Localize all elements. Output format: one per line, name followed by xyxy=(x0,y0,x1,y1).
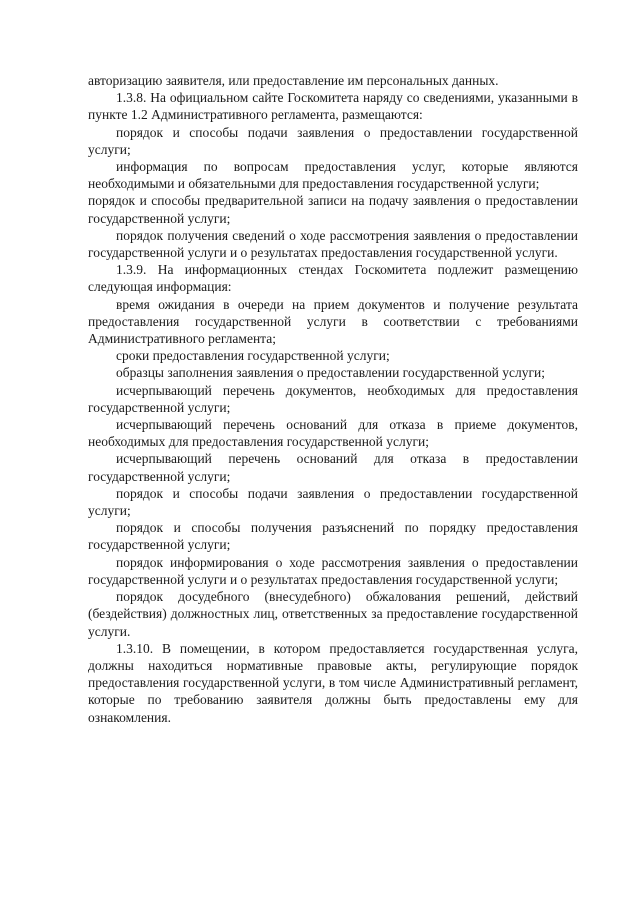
paragraph-5: порядок и способы предварительной записи на подачу заявления о предоставлении государственной услуги; xyxy=(88,193,578,226)
paragraph-17: порядок досудебного (внесудебного) обжалования решений, действий (бездействия) должностных лиц, ответственных за предоставление государственной услуги. xyxy=(88,589,578,639)
document-page xyxy=(88,72,578,726)
paragraph-8: время ожидания в очереди на прием документов и получение результата предоставления государственной услуги в соответствии с требованиями Административного регламента; xyxy=(88,296,578,347)
paragraph-13: исчерпывающий перечень оснований для отказа в предоставлении государственной услуги; xyxy=(88,451,578,484)
paragraph-2: 1.3.8. На официальном сайте Госкомитета наряду со сведениями, указанными в пункте 1.2 Административного регламента, размещаются: xyxy=(88,90,578,123)
paragraph-1: авторизацию заявителя, или предоставление им персональных данных. xyxy=(88,73,499,88)
paragraph-6: порядок получения сведений о ходе рассмотрения заявления о предоставлении государственной услуги и о результатах предоставления государственной услуги. xyxy=(88,227,578,261)
paragraph-15: порядок и способы получения разъяснений по порядку предоставления государственной услуги; xyxy=(88,520,578,553)
paragraph-16: порядок информирования о ходе рассмотрения заявления о предоставлении государственной услуги и о результатах предоставления государственной услуги; xyxy=(88,554,578,587)
paragraph-7: 1.3.9. На информационных стендах Госкомитета подлежит размещению следующая информация: xyxy=(88,262,578,295)
paragraph-10: образцы заполнения заявления о предоставлении государственной услуги; xyxy=(116,365,546,381)
paragraph-11: исчерпывающий перечень документов, необходимых для предоставления государственной услуги; xyxy=(88,382,578,415)
paragraph-18: 1.3.10. В помещении, в котором предоставляется государственная услуга, должны находиться нормативные правовые акты, регулирующие порядок предоставления государственной услуги, в том числе Административный регламент, которые по требованию заявителя должны быть предоставлены ему для ознакомления. xyxy=(88,640,578,725)
paragraph-12: исчерпывающий перечень оснований для отказа в приеме документов, необходимых для предоставления государственной услуги; xyxy=(88,417,578,450)
paragraph-14: порядок и способы подачи заявления о предоставлении государственной услуги; xyxy=(88,485,578,519)
paragraph-3: порядок и способы подачи заявления о предоставлении государственной услуги; xyxy=(88,124,578,157)
paragraph-4: информация по вопросам предоставления услуг, которые являются необходимыми и обязательными для предоставления государственной услуги; xyxy=(88,159,578,192)
paragraph-9: сроки предоставления государственной услуги; xyxy=(116,348,390,364)
